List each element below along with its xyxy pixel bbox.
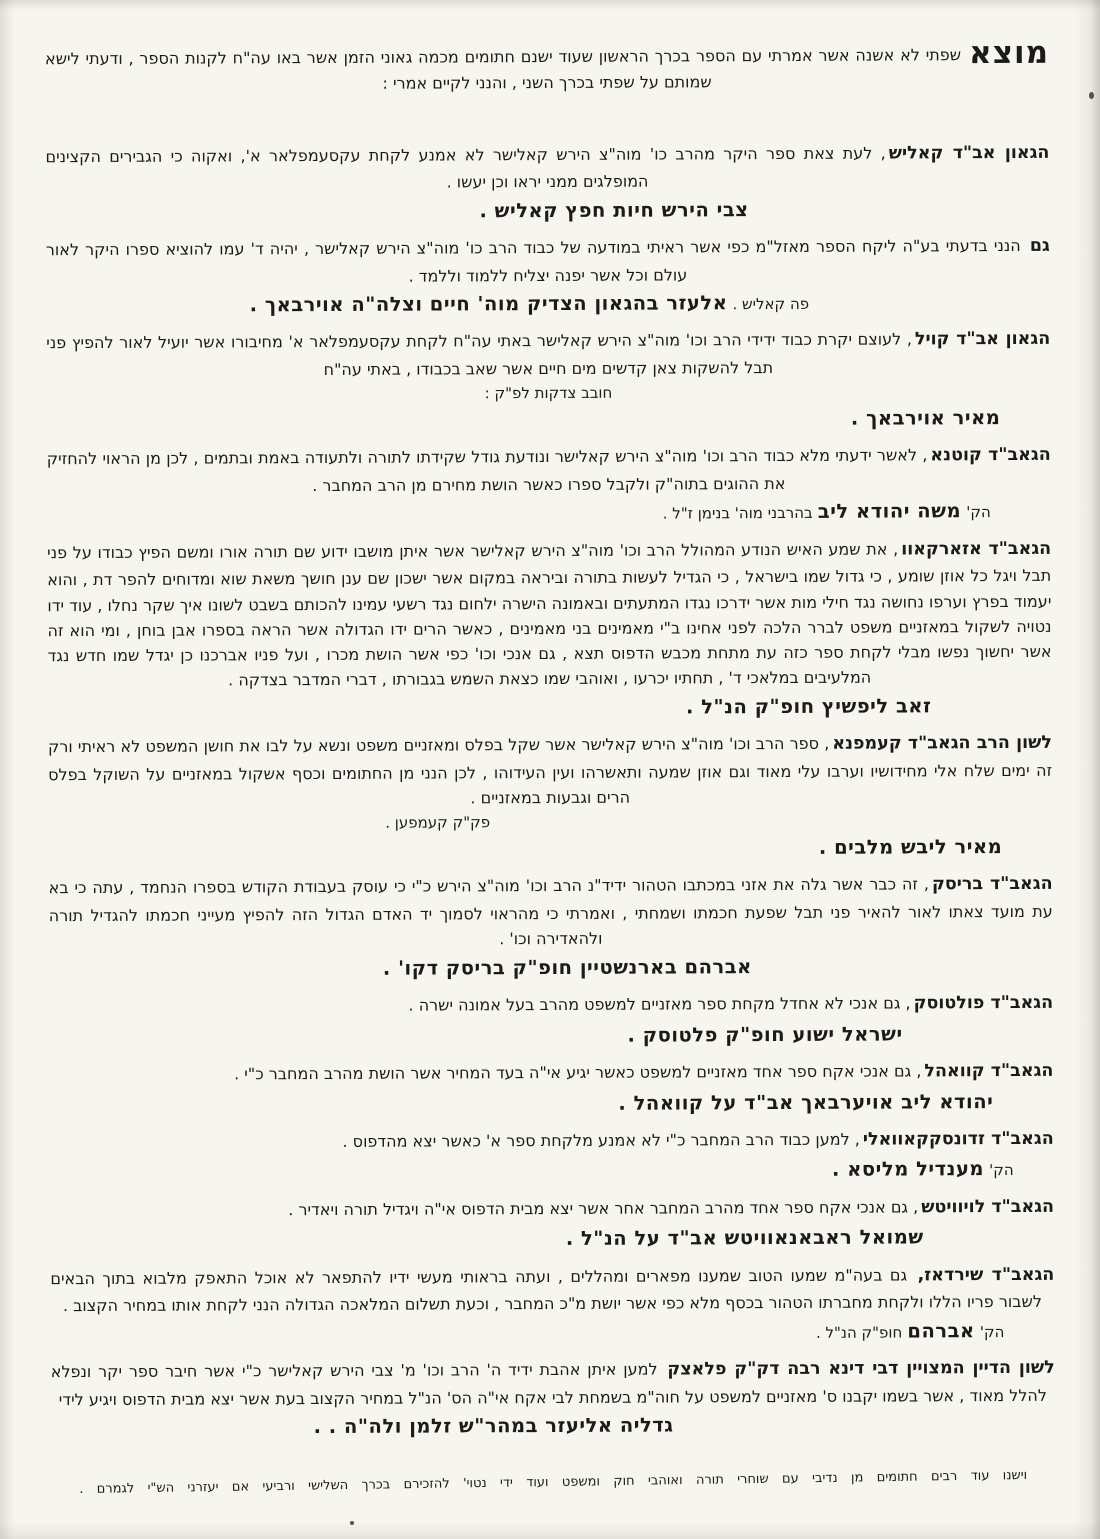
section-heading: לשון הרב הגאב"ד קעמפנא [832,732,1053,754]
opening-paragraph [44,34,1050,98]
signature-line [51,1412,674,1441]
signature-name: מאיר אוירבאך . [850,406,1001,430]
ink-speck [350,1521,354,1525]
section-body-text: , את שמע האיש הנודע המהולל הרב וכו' מוה"צ הירש קאלישר אשר איתן מושבו ידוע שם תורה אורו ומשם הפיץ כבודו על פני תבל ויגל כל אוזן שומע , כי גדול שמו בישראל , כי הגדיל לעשות בתורה וביראה במקום אשר ישכון שם ענן חושך משאת שוא ומדוחים להפר דת , והוא יעמוד בפרץ וערפו נחושה נגד חילי מות אשר ידרכו נגדו המתעתים ובאמונה הישרה ילחום נגד רשעי עמינו להכותם בשבט לשונו איך שקר נחלו , עוד ידו נטויה לשקול במאזניים משפט לברר הלכה לפני אחינו ב"י מאמינים בני מאמינים , כאשר הרים ידו הגדולה אשר הראה בספרו אבן בוחן , ומי הוא זה אשר יחשוך נפשו מבלי לקחת ספר כזה עת מתחת מכבש הדפוס תצא , גם אנכי וכו' כפי אשר הושת מכרו , ועל פניו אברכנו כן יגדל שמו חדש נגד המלעיבים במלאכי ד' , תחתיו יכרעו , ואוהבי שמו כצאת השמש בגבורתו , דברי המדבר בצדקה . [47,539,1052,690]
section-paragraph [46,233,1050,290]
signature-prefix: הק' [989,1161,1014,1180]
signature-name: ישראל ישוע חופ"ק פלטוסק . [627,1022,903,1047]
signature-line [46,290,809,320]
section-body-text: , גם אנכי לא אחדל מקחת ספר מאזניים למשפט מהרב בעל אמונה ישרה . [408,993,911,1015]
signature-line [51,1318,1005,1348]
signature-line [47,405,1001,435]
signature-suffix: בהרבני מוה' בנימן ז"ל . [662,504,813,523]
pre-signature-line: חובב צדקות לפ"ק : [484,383,613,403]
approbation-section [45,140,1049,227]
section-body-text: הנני בדעתי בע"ה ליקח הספר מאזל"מ כפי אשר ראיתי במודעה של כבוד הרב כו' מוה"צ הירש קאלישר , יהיה ד' עמו להוציא ספרו היקר לאור עולם וכל אשר יפנה יצליח ללמוד וללמד . [45,235,1027,286]
section-paragraph [49,871,1053,954]
section-heading: הגאב"ד אזארקאוו [901,538,1052,560]
section-heading: הגאב"ד בריסק [931,874,1053,895]
section-paragraph [47,442,1051,499]
section-heading: הגאון אב"ד קאליש [888,142,1050,164]
signature-line [50,1156,1014,1187]
approbation-section [50,1126,1054,1187]
section-paragraph [48,730,1052,813]
approbation-section [50,1262,1054,1349]
section-paragraph [50,1262,1054,1319]
approbation-section [51,1355,1055,1442]
section-heading: לשון הדיין המצויין דבי דינא רבה דק"ק פלאצק [667,1357,1055,1380]
signature-line [46,197,749,226]
section-heading: הגאב"ד שירדאז, [917,1264,1055,1286]
signature-line [47,498,991,528]
signature-line [50,1089,994,1119]
approbation-section [47,535,1052,723]
approbation-section [48,730,1053,865]
signature-line [49,954,752,983]
section-heading: הגאב"ד קוואהל [924,1060,1054,1082]
section-body-text: , גם אנכי אקח ספר אחד מהרב המחבר אחר אשר יצא מבית הדפוס אי"ה ויגדיל תורה ויאדיר . [288,1197,919,1219]
approbation-section [50,1194,1054,1255]
signature-name: מאיר ליבש מלבים . [818,835,1003,859]
opening-lead-word: מוצא [969,34,1050,72]
signature-name: אלעזר בהגאון הצדיק מוה' חיים וצלה"ה אוירבאך . [249,291,728,317]
section-body-text: , ספר הרב וכו' מוה"צ הירש קאלישר אשר שקל בפלס ומאזניים משפט ונשא על לבו את חושן המשפט לא ראיתי ורק זה ימים שלח אלי מחידושיו וערבו עלי מאוד וגם אוזן שמעה ותאשרהו ועין העידוהו , לכן הנני מן החתומים וכסף אשקול במאזניים על השוקל בפלס הרים וגבעות במאזניים . [47,733,1053,808]
signature-line [48,693,932,723]
signature-line [49,1021,903,1051]
signature-name: צבי הירש חיות חפץ קאליש . [479,197,749,223]
signature-name: מענדיל מליסא . [831,1157,985,1182]
signature-suffix: חופ"ק הנ"ל . [815,1323,903,1342]
signature-name: משה יהודא ליב [817,499,962,524]
section-paragraph [50,1194,1054,1226]
approbations-list [45,140,1055,1442]
approbation-section [49,990,1053,1051]
signature-name: אברהם [907,1318,975,1343]
signature-name: גדליה אליעזר במהר"ש זלמן ולה"ה . . [313,1413,674,1438]
section-heading: הגאב"ד לויוויטש [921,1196,1055,1218]
section-body-text: , למען כבוד הרב המחבר כ"י לא אמנע מלקחת ספר א' כאשר יצא מהדפוס . [342,1129,860,1151]
signature-prefix: הק' [979,1322,1005,1341]
section-body-text: למען איתן אהבת ידיד ה' הרב וכו' מ' צבי הירש קאלישר כ"י אשר חיבר ספר יקר ונפלא להלל מאוד , אשר בשמו יקבנו ס' מאזניים למשפט על חוה"מ בשמחת לבי אקח אי"ה הס' הנ"ל במחיר הקצוב בעת אשר יצא מבית הדפוס ויגיע לידי [50,1359,1047,1409]
section-paragraph [46,326,1050,383]
section-heading: הגאב"ד קוטנא [930,445,1051,466]
section-heading: הגאב"ד זדונסקקאוואלי [862,1128,1054,1150]
section-body-text: , גם אנכי אקח ספר אחד מאזניים למשפט כאשר יגיע אי"ה בעד המחיר אשר הושת מהרב המחבר כ"י . [234,1061,922,1084]
section-body-text: , זה כבר אשר גלה את אזני במכתבו הטהור ידיד"נ הרב וכו' מוה"צ הירש כ"י כי עוסק בעבודת הקודש בספרו הנחמד , עתה כי בא עת מועד צאתו לאור להאיר פני תבל שפעת חכמתו ושמחתי , ואמרתי כי מהראוי לסמוך יד האדם הגדול הזה להפיץ מעייני חכמתו להגדיל תורה ולהאדירה וכו' . [48,874,1053,949]
approbation-section [49,871,1053,983]
opening-text: שפתי לא אשנה אשר אמרתי עם הספר בכרך הראשון שעוד ישנם חתומים מכמה גאוני הזמן אשר באו עה"ח לקנות הספר , ודעתי לישא שמותם על שפתי בכרך השני , והנני לקיים אמרי : [44,45,962,93]
footnote: וישנו עוד רבים חתומים מן נדיבי עם שוחרי תורה ואוהבי חוק ומשפט ועוד ידי נטוי' להזכירם בכרך השלישי ורביעי אם יעזרני הש"י לגמרם . [79,1468,1028,1498]
signature-prefix: הק' [966,503,991,522]
approbation-section [49,1058,1053,1119]
section-body-text: , לעת צאת ספר היקר מהרב כו' מוה"צ הירש קאלישר לא אמנע לקחת עקסעמפלאר א', ואקוה כי הגבירים הקצינים המופלגים ממני יראו וכן יעשו . [45,143,886,192]
approbation-section [47,442,1051,529]
section-paragraph [50,1126,1054,1158]
section-paragraph [51,1355,1055,1412]
section-body-text: , לעוצם יקרת כבוד ידידי הרב וכו' מוה"צ הירש קאלישר באתי עה"ח לקחת עקסעמפלאר א' מחיבורו אשר יועיל לאור להפיץ פני תבל להשקות צאן קדשים מים חיים אשר שאב בכבודו , באתי עה"ח [46,329,912,379]
pre-signature-line: פק"ק קעמפען . [385,813,491,832]
section-heading: הגאב"ד פולטוסק [913,992,1054,1014]
section-paragraph [49,990,1053,1022]
approbation-section [46,326,1050,436]
signature-prefix: פה קאליש . [732,294,810,314]
section-paragraph [47,535,1052,693]
signature-name: אברהם בארנשטיין חופ"ק בריסק דקו' . [382,954,752,980]
section-heading: גם [1029,235,1050,256]
section-paragraph [45,140,1049,197]
signature-name: יהודא ליב אויערבאך אב"ד על קוואהל . [618,1089,994,1115]
ink-speck [1089,92,1094,99]
section-body-text: גם בעה"מ שמעו הטוב שמענו מפארים ומהללים , ועתה בראותי מעשי ידיו להתפאר לא אוכל התאפק מלבוא בתוך הבאים לשבור פריו הללו ולקחת מחברתו הטהור בכסף מלא כפי אשר יושת מ"כ המחבר , וכעת תשלום המלאכה הגדולה הנני לקחת אותו במחיר הקצוב . [50,1265,1042,1316]
signature-line [50,1225,924,1255]
signature-name: זאב ליפשיץ חופ"ק הנ"ל . [685,693,932,719]
signature-name: שמואל ראבאנאוויטש אב"ד על הנ"ל . [565,1225,924,1251]
approbation-section [46,233,1050,320]
section-heading: הגאון אב"ד קויל [914,329,1051,350]
section-paragraph [49,1058,1053,1090]
signature-line [48,834,1002,864]
section-body-text: , לאשר ידעתי מלא כבוד הרב וכו' מוה"צ הירש קאלישר ונודעת גודל שקידתו לתורה ולתעודה באמת ובתמים , לכן מן הראוי להחזיק את ההוגים בתוה"ק ולקבל ספרו כאשר הושת מחירם מן הרב המחבר . [46,445,928,496]
